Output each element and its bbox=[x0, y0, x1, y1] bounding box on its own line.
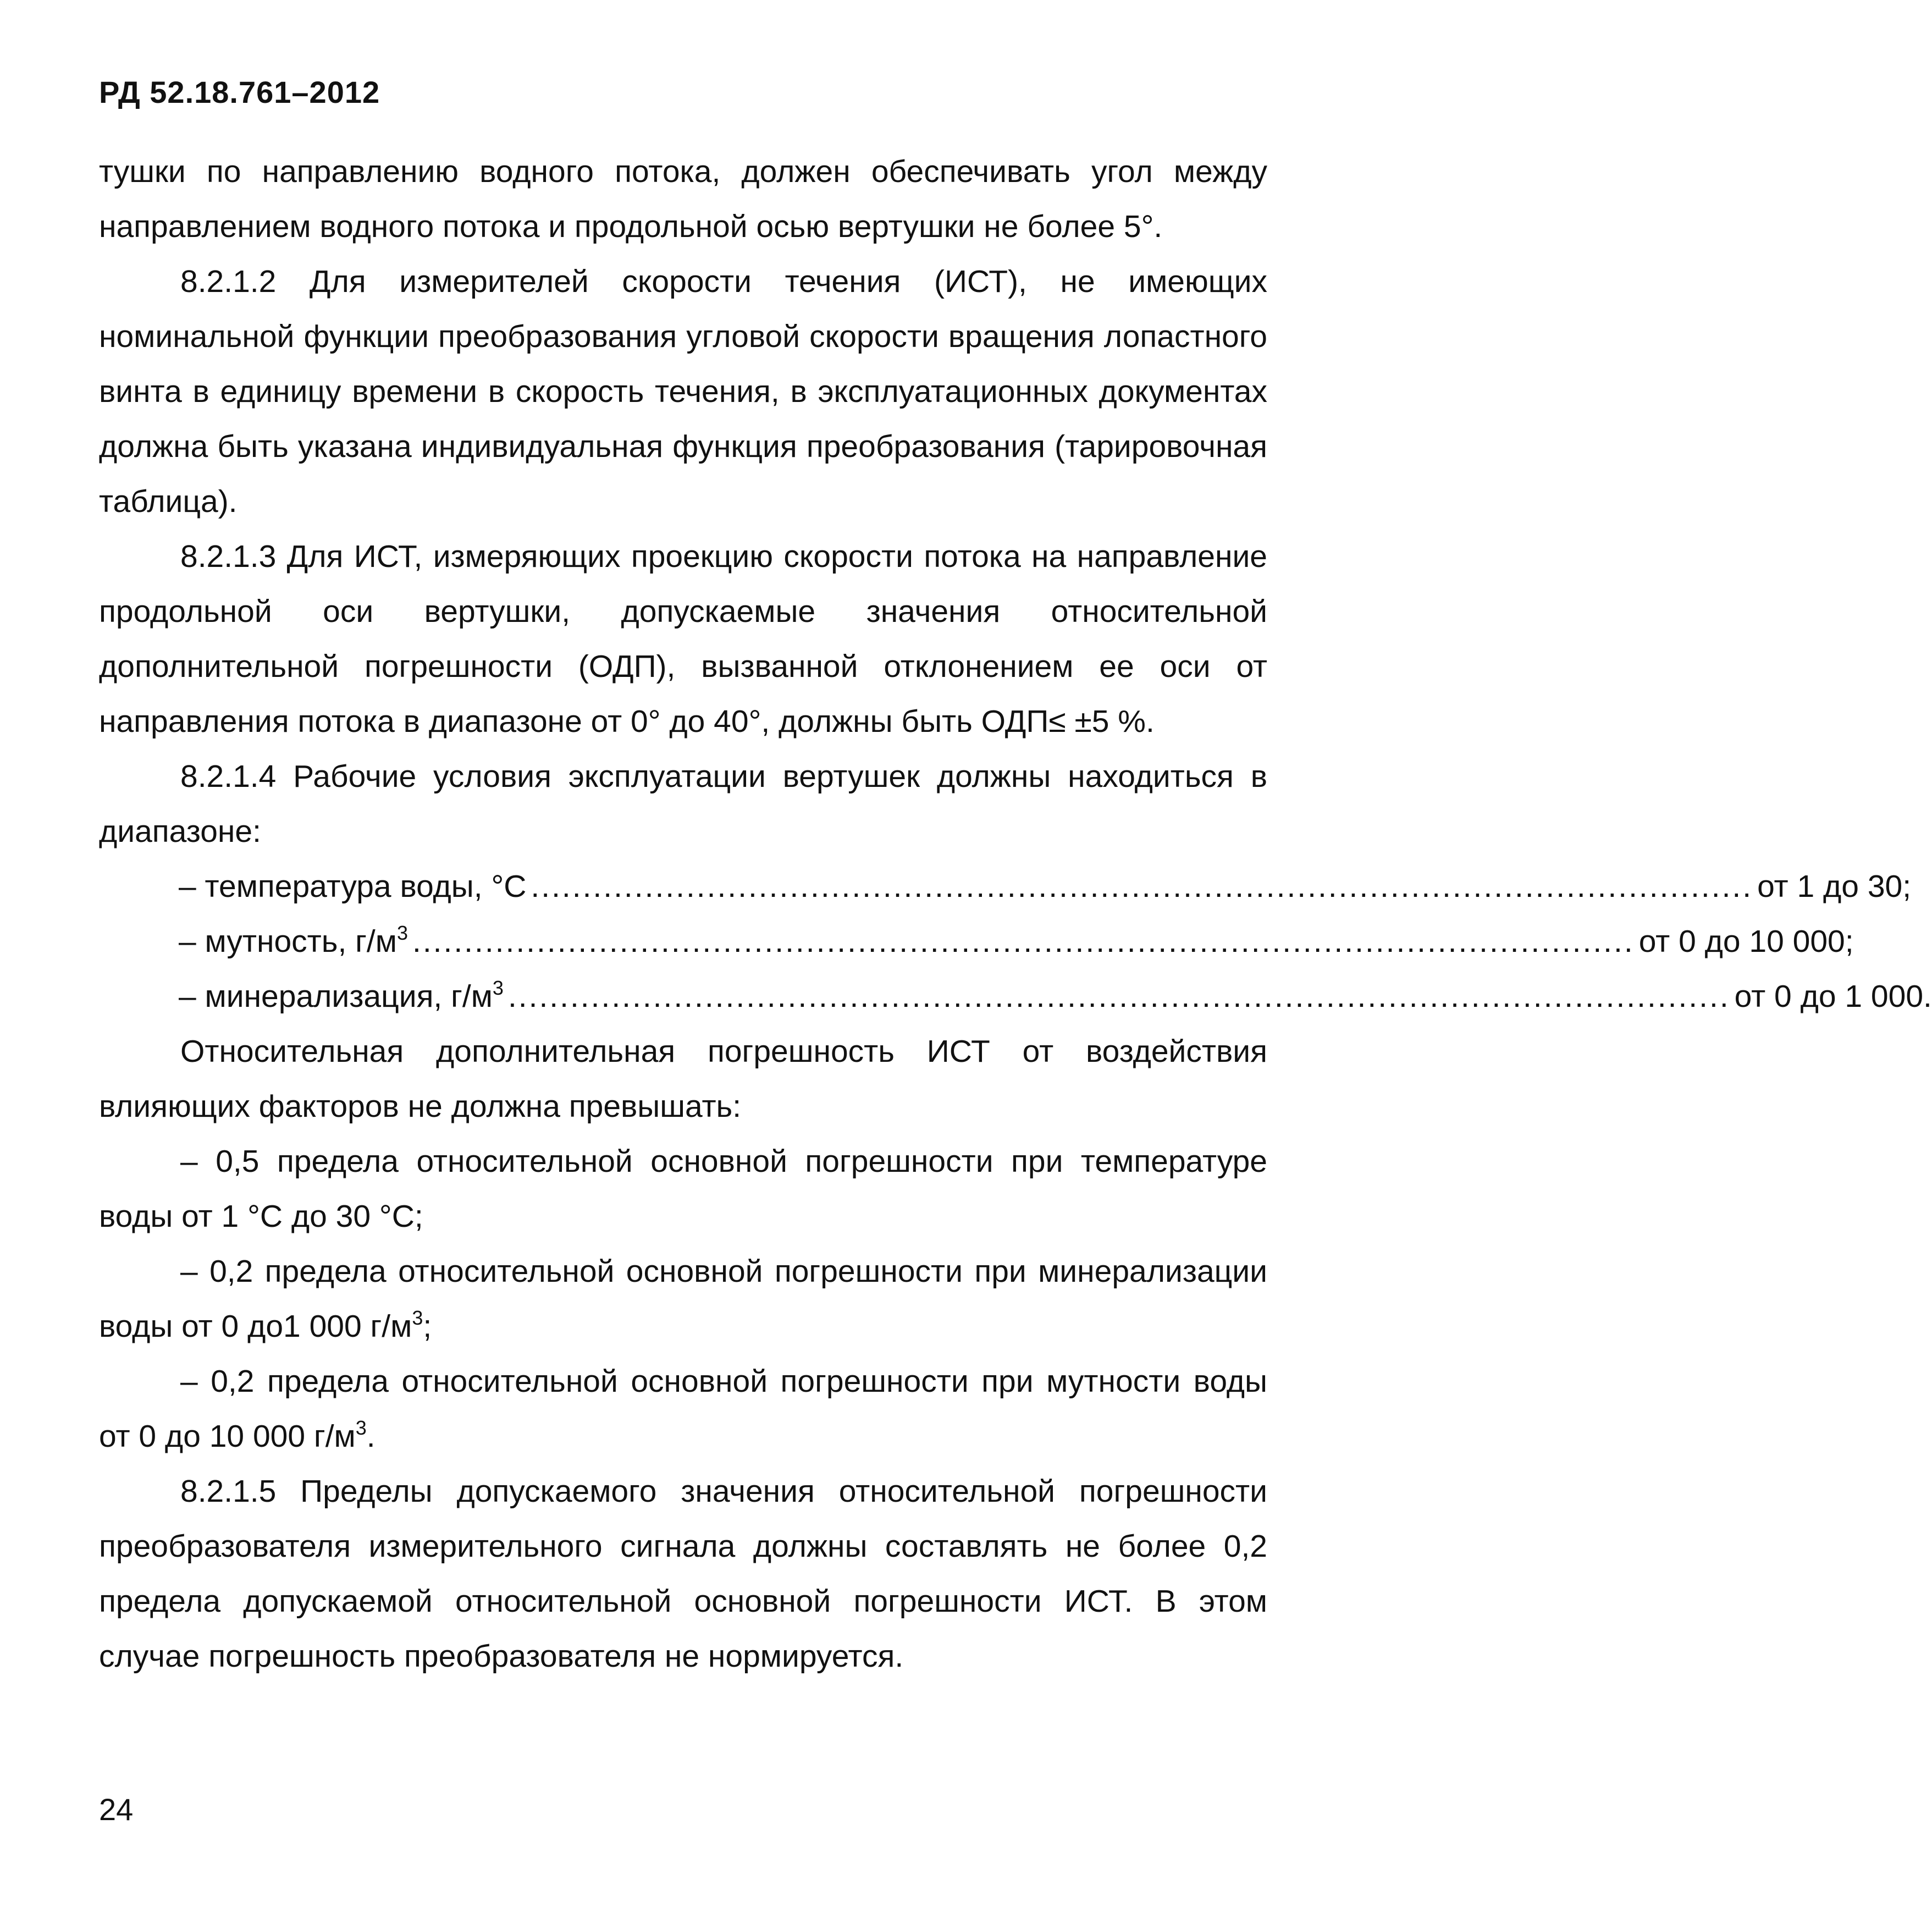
paragraph-8-2-1-5: 8.2.1.5 Пределы допускаемого значения относительной погрешности преобразователя измерительного сигнала должны составлять не более 0,2 предела допускаемой относительной основной погрешности ИСТ. В этом случае погрешность преобразователя не нормируется. bbox=[99, 1474, 1267, 1674]
dot-leader: ...................................................................................................................... bbox=[531, 869, 1753, 904]
page-number: 24 bbox=[99, 1792, 134, 1827]
condition-label: – температура воды, °С bbox=[179, 869, 527, 904]
condition-row-turbidity bbox=[179, 914, 1854, 969]
paragraph-8-2-1-3: 8.2.1.3 Для ИСТ, измеряющих проекцию скорости потока на направление продольной оси вертушки, допускаемые значения относительной дополнительной погрешности (ОДП), вызванной отклонением ее оси от направления потока в диапазоне от 0° до 40°, должны быть ОДП≤ ±5 %. bbox=[99, 539, 1267, 739]
list-item-mineralization-limit: – 0,2 предела относительной основной погрешности при минерализации воды от 0 до1 000 $г/м^3$; bbox=[99, 1254, 1267, 1344]
condition-row-temperature bbox=[179, 859, 1912, 914]
paragraph-continuation: тушки по направлению водного потока, должен обеспечивать угол между направлением водного потока и продольной осью вертушки не более 5°. bbox=[99, 154, 1267, 244]
paragraph-relative-error-intro: Относительная дополнительная погрешность ИСТ от воздействия влияющих факторов не должна превышать: bbox=[99, 1034, 1267, 1124]
condition-value: от 0 до 10 000; bbox=[1638, 924, 1854, 959]
paragraph-8-2-1-4: 8.2.1.4 Рабочие условия эксплуатации вертушек должны находиться в диапазоне: bbox=[99, 759, 1267, 849]
dot-leader: ...................................................................................................................... bbox=[507, 979, 1730, 1014]
list-item-temperature-limit: – 0,5 предела относительной основной погрешности при температуре воды от 1 °С до 30 °С; bbox=[99, 1144, 1267, 1234]
condition-value: от 1 до 30; bbox=[1757, 869, 1912, 904]
document-header: РД 52.18.761–2012 bbox=[99, 75, 380, 109]
dot-leader: ...................................................................................................................... bbox=[412, 924, 1635, 959]
condition-label: – мутность, $г/м^3$ bbox=[179, 922, 408, 959]
list-item-turbidity-limit: – 0,2 предела относительной основной погрешности при мутности воды от 0 до 10 000 $г/м^3$. bbox=[99, 1364, 1267, 1454]
condition-value: от 0 до 1 000. bbox=[1734, 979, 1932, 1014]
condition-label: – минерализация, $г/м^3$ bbox=[179, 977, 504, 1014]
paragraph-8-2-1-2: 8.2.1.2 Для измерителей скорости течения (ИСТ), не имеющих номинальной функции преобразования угловой скорости вращения лопастного винта в единицу времени в скорость течения, в эксплуатационных документах должна быть указана индивидуальная функция преобразования (тарировочная таблица). bbox=[99, 264, 1267, 519]
condition-row-mineralization bbox=[179, 969, 1932, 1024]
